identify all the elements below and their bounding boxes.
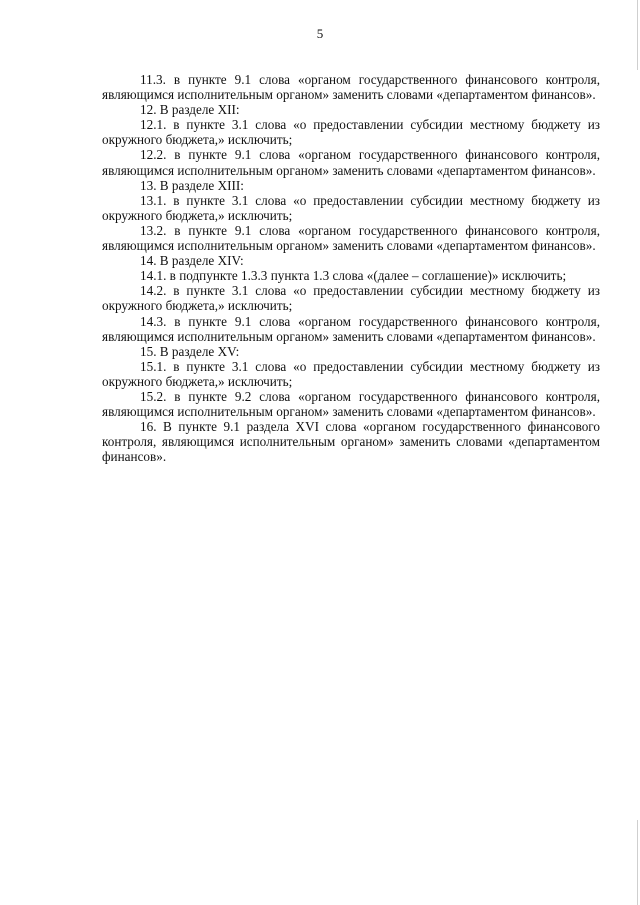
scan-edge-line [637, 0, 638, 70]
paragraph-15-2: 15.2. в пункте 9.2 слова «органом государственного финансового контроля, являющимся исполнительным органом» заменить словами «департаментом финансов». [102, 388, 600, 420]
paragraph-11-3: 11.3. в пункте 9.1 слова «органом государственного финансового контроля, являющимся исполнительным органом» заменить словами «департаментом финансов». [102, 72, 600, 103]
paragraph-13-2: 13.2. в пункте 9.1 слова «органом государственного финансового контроля, являющимся исполнительным органом» заменить словами «департаментом финансов». [102, 222, 600, 254]
paragraph-13-1: 13.1. в пункте 3.1 слова «о предоставлении субсидии местному бюджету из окружного бюджета,» исключить; [102, 192, 600, 223]
paragraph-12-1: 12.1. в пункте 3.1 слова «о предоставлении субсидии местному бюджету из окружного бюджета,» исключить; [102, 117, 600, 148]
section-14-heading: 14. В разделе XIV: [140, 253, 244, 269]
paragraph-14-2: 14.2. в пункте 3.1 слова «о предоставлении субсидии местному бюджету из окружного бюджета,» исключить; [102, 283, 600, 314]
paragraph-15-1: 15.1. в пункте 3.1 слова «о предоставлении субсидии местному бюджету из окружного бюджета,» исключить; [102, 358, 600, 389]
scan-edge-line [637, 820, 638, 905]
paragraph-16: 16. В пункте 9.1 раздела XVI слова «органом государственного финансового контроля, являющимся исполнительным органом» заменить словами «департаментом финансов». [102, 419, 600, 465]
section-13-heading: 13. В разделе XIII: [140, 177, 244, 193]
document-body [102, 72, 600, 464]
paragraph-14-1: 14.1. в подпункте 1.3.3 пункта 1.3 слова «(далее – соглашение)» исключить; [140, 268, 567, 284]
section-12-heading: 12. В разделе XII: [140, 102, 240, 118]
section-15-heading: 15. В разделе XV: [140, 343, 240, 359]
page-number: 5 [316, 26, 324, 41]
paragraph-12-2: 12.2. в пункте 9.1 слова «органом государственного финансового контроля, являющимся исполнительным органом» заменить словами «департаментом финансов». [102, 147, 600, 178]
paragraph-14-3: 14.3. в пункте 9.1 слова «органом государственного финансового контроля, являющимся исполнительным органом» заменить словами «департаментом финансов». [102, 313, 600, 344]
